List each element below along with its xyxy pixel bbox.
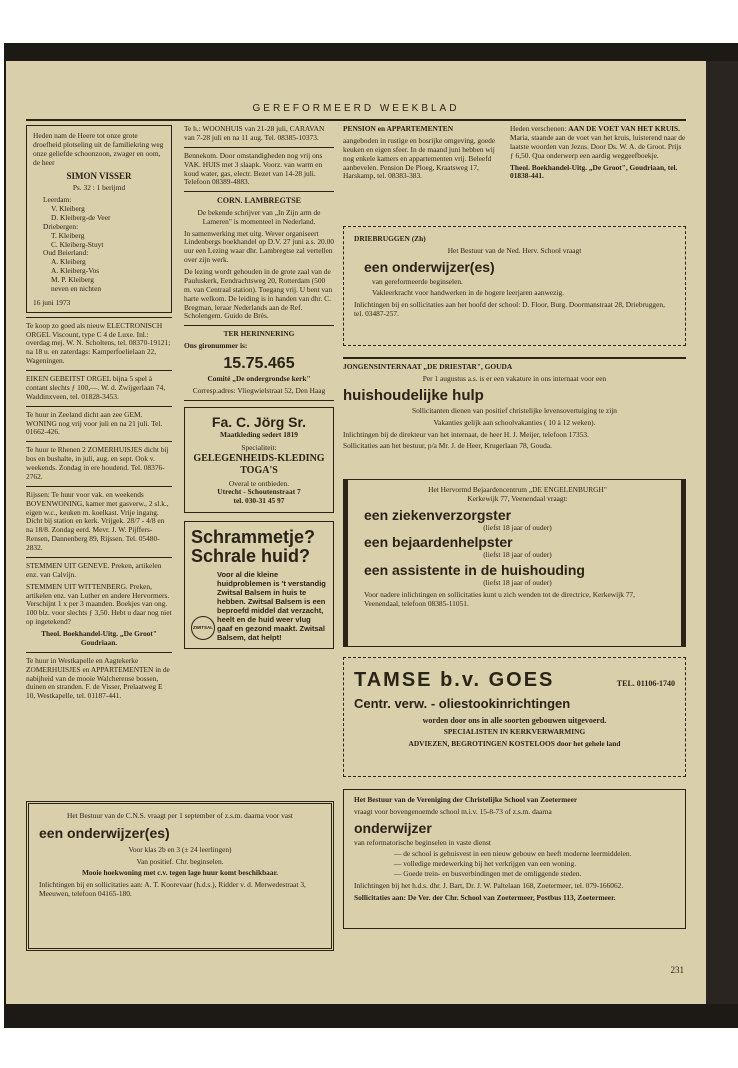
jorg-speciality-label: Specialiteit: <box>241 442 277 452</box>
driestar-line-1: Per 1 augustus a.s. is er een vakature in ons internaat voor een <box>422 373 607 383</box>
zoetermeer-intro: Het Bestuur van de Vereniging der Christelijke School van Zoetermeer <box>354 795 578 804</box>
engelenburgh-job-1: een ziekenverzorgster <box>364 506 512 523</box>
engelenburgh-job-2: een bejaardenhelpster <box>364 534 513 551</box>
tamse-phone: TEL. 01106-1740 <box>616 679 675 688</box>
zoetermeer-line-2: van reformatorische beginselen in vaste dienst <box>354 837 491 847</box>
cns-intro: Het Bestuur van de C.N.S. vraagt per 1 september of z.s.m. daarna voor vast <box>67 811 293 820</box>
book-publisher: Theol. Boekhandel-Uitg. „De Groot", Goudriaan, tel. 01838-441. <box>510 162 678 181</box>
obit-place-1: Leerdam: <box>43 195 72 205</box>
lecture-text-2: De lezing wordt gehouden in de grote zaal van de Pauluskerk, Eendrachtsweg 20, Rotterdam (500 m. van Centraal station). Toegang vrij. U bent van harte welkom. De leiding is in handen van dhr. C. Bregman, leraar Nederlands aan de Ref. Scholengem. Guido de Brès. <box>184 267 333 321</box>
zoetermeer-bullet-1: — de school is gehuisvest in een nieuw gebouw en heeft moderne leermiddelen. <box>394 849 632 859</box>
obit-person: A. Kleiberg <box>51 257 86 267</box>
ad-electronic-organ: Te koop zo goed als nieuw ELECTRONISCH ORGEL Viscount, type C 4 de Luxe. Inl.: overdag mej. W. N. Scholtens, tel. 08370-19121; na 18 u. en zaterdags: Kamperfoelielaan 22, Wageningen. <box>26 320 171 366</box>
obit-intro: Heden nam de Heere tot onze grote droefheid plotseling uit de familiekring weg onze geliefde schoonzoon, zwager en oom, de heer <box>33 131 164 167</box>
obit-person: D. Kleiberg-de Veer <box>51 212 111 222</box>
obit-person: A. Kleiberg-Vos <box>51 266 100 276</box>
column-1 <box>26 125 172 704</box>
zwitsal-logo: ZWITSAL <box>191 616 215 640</box>
giro-number: 15.75.465 <box>223 355 295 373</box>
zoetermeer-line-4: Sollicitaties aan: De Ver. der Chr. School van Zoetermeer, Postbus 113, Zoetermeer. <box>354 892 616 902</box>
zoetermeer-line-3: Inlichtingen bij het h.d.s. dhr. J. Bart, Dr. J. W. Paltelaan 168, Zoetermeer, tel. 079-166062. <box>354 881 624 891</box>
zwitsal-headline-1: Schrammetje? <box>191 527 316 548</box>
book-intro: Heden verschenen: <box>510 124 567 133</box>
newspaper-page <box>6 61 706 1004</box>
tamse-line-2: SPECIALISTEN IN KERKVERWARMING <box>443 727 586 737</box>
tamse-line-3: ADVIEZEN, BEGROTINGEN KOSTELOOS door het gehele land <box>408 739 621 749</box>
driebruggen-ad <box>343 226 686 346</box>
engelenburgh-age-note: (liefst 18 jaar of ouder) <box>483 577 552 587</box>
obituary-notice <box>26 125 172 313</box>
reminder-title: TER HERINNERING <box>223 329 295 339</box>
ad-rijssen-flat: Rijssen: Te huur voor vak. en weekends BOVENWONING, kamer met gasverw., 2 sl.k., eigen w.c., keuken m. koelkast. Vrije ingang. Dicht bij station en kerk. Vrijgek. 28/7 - 4/8 en na 18/8. Zondag eerd. Mevr. J. W. Pijffers-Rensen, Dannenberg 89, Rijssen. Tel. 05480-2832. <box>26 489 169 553</box>
cns-line-4: Inlichtingen bij en sollicitaties aan: A. T. Koorevaar (h.d.s.), Ridder v. d. Merwedestraat 3, Meeuwen, telefoon 04165-180. <box>39 880 306 899</box>
pension-title: PENSION en APPARTEMENTEN <box>343 124 454 133</box>
obit-place-3: Oud Beierland: <box>43 248 89 258</box>
obit-place-2: Driebergen: <box>43 221 79 231</box>
zoetermeer-headline: onderwijzer <box>354 819 432 836</box>
driestar-headline: huishoudelijke hulp <box>343 386 484 404</box>
ad-stemmen-publisher: Theol. Boekhandel-Uitg. „De Groot" Goudriaan. <box>41 629 157 647</box>
tamse-headline: Centr. verw. - oliestookinrichtingen <box>354 696 571 711</box>
ad-woonhuis: Te h.: WOONHUIS van 21-28 juli, CARAVAN van 7-28 juli en na 11 aug. Tel. 08385-10373. <box>184 124 325 142</box>
driebruggen-intro: Het Bestuur van de Ned. Herv. School vraagt <box>447 245 582 255</box>
book-edge <box>706 61 738 1004</box>
book-ad <box>510 125 686 184</box>
cns-line-3: Mooie hoekwoning met c.v. tegen lage huur komt beschikbaar. <box>81 868 279 878</box>
engelenburgh-footer: Voor nadere inlichtingen en sollicitaties kunt u zich wenden tot de directrice, Kerkewijk 77, Veenendaal, telefoon 08385-11051. <box>364 589 635 608</box>
jorg-items: GELEGENHEIDS-KLEDING <box>193 452 325 464</box>
header-rule <box>26 119 686 121</box>
rule <box>343 357 686 359</box>
cns-school-ad <box>26 801 334 951</box>
obit-person: neven en nichten <box>51 283 102 293</box>
jorg-name: Fa. C. Jörg Sr. <box>211 414 307 431</box>
driestar-line-5: Sollicitaties aan het bestuur, p/a Mr. J. de Heer, Krugerlaan 78, Gouda. <box>343 441 552 451</box>
obit-name: SIMON VISSER <box>66 170 132 181</box>
driestar-line-3: Vakanties gelijk aan schoolvakanties ( 10 à 12 weken). <box>433 417 596 427</box>
ad-oak-organ: EIKEN GEBEITST ORGEL bijna 5 spel à contant slechts ƒ 100,—. W. d. Zwijgerlaan 74, Waddinxveen, tel. 01828-3453. <box>26 374 166 401</box>
obit-person: M. P. Kleiberg <box>51 275 94 285</box>
pension-body: aangeboden in rustige en bosrijke omgeving, goede keuken en eigen sfeer. In de maand juni hebben wij nog enkele kamers en appartementen vrij. Beleefd aanbevelen. Pension De Ploeg, Kraatsweg 17, Harskamp, tel. 08383-383. <box>343 135 496 181</box>
driestar-ad <box>343 363 686 454</box>
jorg-togas: TOGA'S <box>240 464 278 476</box>
zoetermeer-bullet-3: — Goede trein- en busverbindingen met de omliggende steden. <box>394 869 582 879</box>
jorg-availability: Overal te ontbieden. <box>228 478 290 488</box>
lecture-text-1: In samenwerking met uitg. Wever organiseert Lindenbergs boekhandel op D.V. 27 juni a.s. 20.00 uur een Lezing waar dhr. Lambregtse zal vertellen over zijn werk. <box>184 228 334 265</box>
ad-westkapelle: Te huur in Westkapelle en Aagtekerke ZOMERHUISJES en APPARTEMENTEN in de nabijheid van de mooie Walcherense bossen, duinen en stranden. F. de Visser, Prelaatweg E 10, Westkapelle, tel. 01187-441. <box>26 655 170 701</box>
ad-stemmen-geneve: STEMMEN UIT GENEVE. Preken, artikelen enz. van Calvijn. <box>26 560 162 579</box>
ad-rhenen-cottages: Te huur te Rhenen 2 ZOMERHUISJES dicht bij bos en bushalte, in juli, aug. en sept. Ook v. weekends. Zondag in ere houdend. Tel. 08376-2762. <box>26 445 169 481</box>
ad-stemmen-wittenberg: STEMMEN UIT WITTENBERG. Preken, artikelen enz. van Luther en andere Hervormers. Verschijnt 1 x per 3 maanden. Boekjes van ong. 100 blz. voor slechts ƒ 3,50. Hebt u daar nog niet op ingetekend? <box>26 581 172 627</box>
zoetermeer-line-1: vraagt voor bovengenoemde school m.i.v. 15-8-73 of z.s.m. daarna <box>354 806 552 816</box>
tamse-line-1: worden door ons in alle soorten gebouwen uitgevoerd. <box>422 715 607 725</box>
driestar-title: JONGENSINTERNAAT „DE DRIESTAR", GOUDA <box>343 362 513 371</box>
ad-bennekom: Bennekom. Door omstandigheden nog vrij ons VAK. HUIS met 3 slaapk. Voorz. van warm en koud water, gas, electr. Bezet van 14-28 juli. Telefoon 08389-4883. <box>184 150 323 187</box>
obit-person: T. Kleiberg <box>51 230 85 240</box>
driebruggen-line-2: Vakleerkracht voor handwerken in de hogere leerjaren aanwezig. <box>372 288 565 298</box>
jorg-phone: tel. 030-31 45 97 <box>233 496 285 506</box>
running-title: GEREFORMEERD WEEKBLAD <box>252 103 460 114</box>
obit-person: C. Kleiberg-Stuyt <box>51 239 104 249</box>
book-title: AAN DE VOET VAN HET KRUIS. <box>568 124 680 133</box>
ad-zeeland-house: Te huur in Zeeland dicht aan zee GEM. WONING nog vrij voor juli en na 21 juli. Tel. 01662-426. <box>26 409 163 437</box>
engelenburgh-intro: Het Hervormd Bejaardencentrum „DE ENGELENBURGH" <box>428 485 607 494</box>
driestar-line-2: Sollicitanten dienen van positief christelijke levensovertuiging te zijn <box>411 405 618 415</box>
engelenburgh-age-note: (liefst 18 jaar of ouder) <box>483 550 552 560</box>
driebruggen-place: DRIEBRUGGEN (Zh) <box>354 234 426 243</box>
jorg-address: Utrecht - Schoutenstraat 7 <box>217 487 301 497</box>
lecture-subtitle: De bekende schrijver van „In Zijn arm de Lameren" is momenteel in Nederland. <box>197 207 321 226</box>
book-body: Maria, staande aan de voet van het kruis, luisterend naar de laatste woorden van Jezus. Door Ds. W. A. de Groot. Prijs ƒ 6,50. Qua onderwerp een aardig weggeefboekje. <box>510 132 686 160</box>
driebruggen-headline: een onderwijzer(es) <box>364 258 495 275</box>
engelenburgh-address: Kerkewijk 77, Veenendaal vraagt: <box>467 493 568 503</box>
obit-verse: Ps. 32 : 1 berijmd <box>72 183 126 193</box>
page-number: 231 <box>670 965 684 975</box>
jorg-established: Maatkleding sedert 1819 <box>219 429 298 439</box>
driebruggen-line-3: Inlichtingen bij en sollicitaties aan het hoofd der school: D. Floor, Burg. Doormanstraat 28, Driebruggen, tel. 03487-257. <box>354 300 665 319</box>
jorg-ad <box>184 407 334 513</box>
committee-name: Comité „De ondergrondse kerk" <box>207 374 311 384</box>
tamse-name: TAMSE b.v. GOES <box>354 669 555 691</box>
zoetermeer-ad <box>343 789 686 929</box>
zoetermeer-bullet-2: — volledige medewerking bij het verkrijgen van een woning. <box>394 859 577 869</box>
engelenburgh-ad <box>343 479 686 647</box>
obit-person: V. Kleiberg <box>51 204 85 214</box>
engelenburgh-age-note: (liefst 18 jaar of ouder) <box>483 522 552 532</box>
cns-line-2: Van positief. Chr. beginselen. <box>136 856 224 866</box>
committee-address: Corresp.adres: Vliegwielstraat 52, Den Haag <box>192 386 326 396</box>
driestar-line-4: Inlichtingen bij de direkteur van het internaat, de heer H. J. Meijer, telefoon 17353. <box>343 429 589 439</box>
cns-headline: een onderwijzer(es) <box>39 824 170 841</box>
engelenburgh-job-3: een assistente in de huishouding <box>364 562 585 579</box>
reminder-sub: Ons gironummer is: <box>184 341 248 351</box>
driebruggen-line-1: van gereformeerde beginselen. <box>372 276 463 286</box>
column-2 <box>184 125 334 649</box>
obit-date: 16 juni 1973 <box>33 297 71 307</box>
cns-line-1: Voor klas 2b en 3 (± 24 leerlingen) <box>128 844 232 854</box>
pension-ad <box>343 125 503 184</box>
lecture-title: CORN. LAMBREGTSE <box>216 196 301 206</box>
zwitsal-headline-2: Schrale huid? <box>191 546 311 567</box>
zwitsal-ad <box>184 521 334 649</box>
tamse-ad <box>343 657 686 777</box>
zwitsal-body: Voor al die kleine huidproblemen is 't verstandig Zwitsal Balsem in huis te hebben. Zwitsal Balsem is een beproefd middel dat verzacht, heelt en de huid weer vlug gaaf en gezond maakt. Zwitsal Balsem, dat helpt! <box>217 569 326 642</box>
